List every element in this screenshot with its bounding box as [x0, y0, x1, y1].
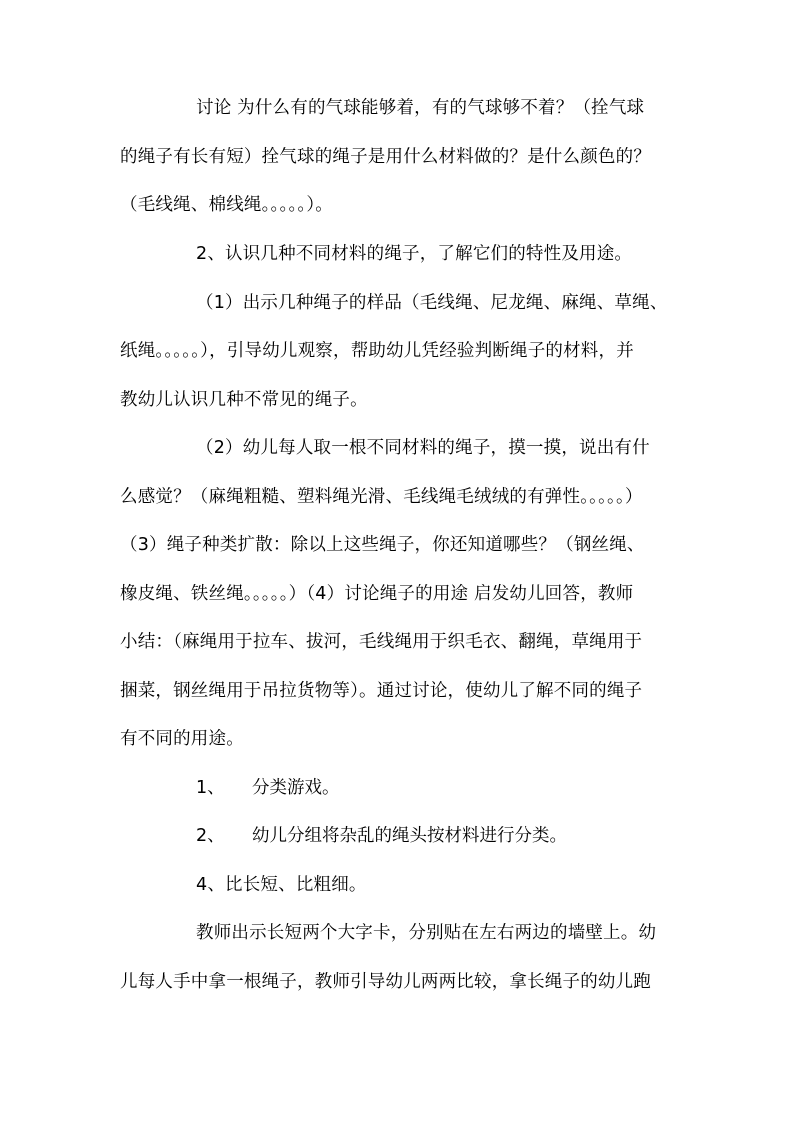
section-heading-4: 4、比长短、比粗细。	[196, 875, 367, 895]
paragraph-line-11: 橡皮绳、铁丝绳。。。。。）（4）讨论绳子的用途 启发幼儿回答，教师	[120, 584, 634, 604]
numbered-item-text-1: 分类游戏。	[252, 778, 340, 798]
paragraph-line-5: （1）出示几种绳子的样品（毛线绳、尼龙绳、麻绳、草绳、	[196, 293, 668, 313]
paragraph-line-tail-2: 儿每人手中拿一根绳子，教师引导幼儿两两比较，拿长绳子的幼儿跑	[120, 972, 651, 992]
paragraph-line-13: 捆菜，钢丝绳用于吊拉货物等）。通过讨论，使幼儿了解不同的绳子	[120, 681, 643, 701]
paragraph-line-2: 的绳子有长有短）拴气球的绳子是用什么材料做的？是什么颜色的？	[120, 147, 651, 167]
numbered-item-text-2: 幼儿分组将杂乱的绳头按材料进行分类。	[252, 826, 567, 846]
paragraph-line-14: 有不同的用途。	[120, 729, 244, 749]
numbered-item-label-2: 2、	[196, 826, 225, 846]
paragraph-line-3: （毛线绳、棉线绳。。。。。）。	[120, 195, 333, 215]
paragraph-line-7: 教幼儿认识几种不常见的绳子。	[120, 390, 368, 410]
paragraph-line-9: 么感觉？（麻绳粗糙、塑料绳光滑、毛线绳毛绒绒的有弹性。。。。。）	[120, 487, 643, 507]
paragraph-line-12: 小结：（麻绳用于拉车、拔河，毛线绳用于织毛衣、翻绳，草绳用于	[120, 632, 643, 652]
section-heading-2: 2、认识几种不同材料的绳子，了解它们的特性及用途。	[196, 244, 633, 264]
paragraph-line-1: 讨论 为什么有的气球能够着，有的气球够不着？（拴气球	[196, 98, 645, 118]
numbered-item-label-1: 1、	[196, 778, 225, 798]
paragraph-line-tail-1: 教师出示长短两个大字卡，分别贴在左右两边的墙壁上。幼	[196, 923, 657, 943]
paragraph-line-8: （2）幼儿每人取一根不同材料的绳子，摸一摸，说出有什	[196, 438, 650, 458]
paragraph-line-10: （3）绳子种类扩散：除以上这些绳子，你还知道哪些？（钢丝绳、	[120, 535, 645, 555]
paragraph-line-6: 纸绳。。。。。），引导幼儿观察，帮助幼儿凭经验判断绳子的材料，并	[120, 341, 634, 361]
